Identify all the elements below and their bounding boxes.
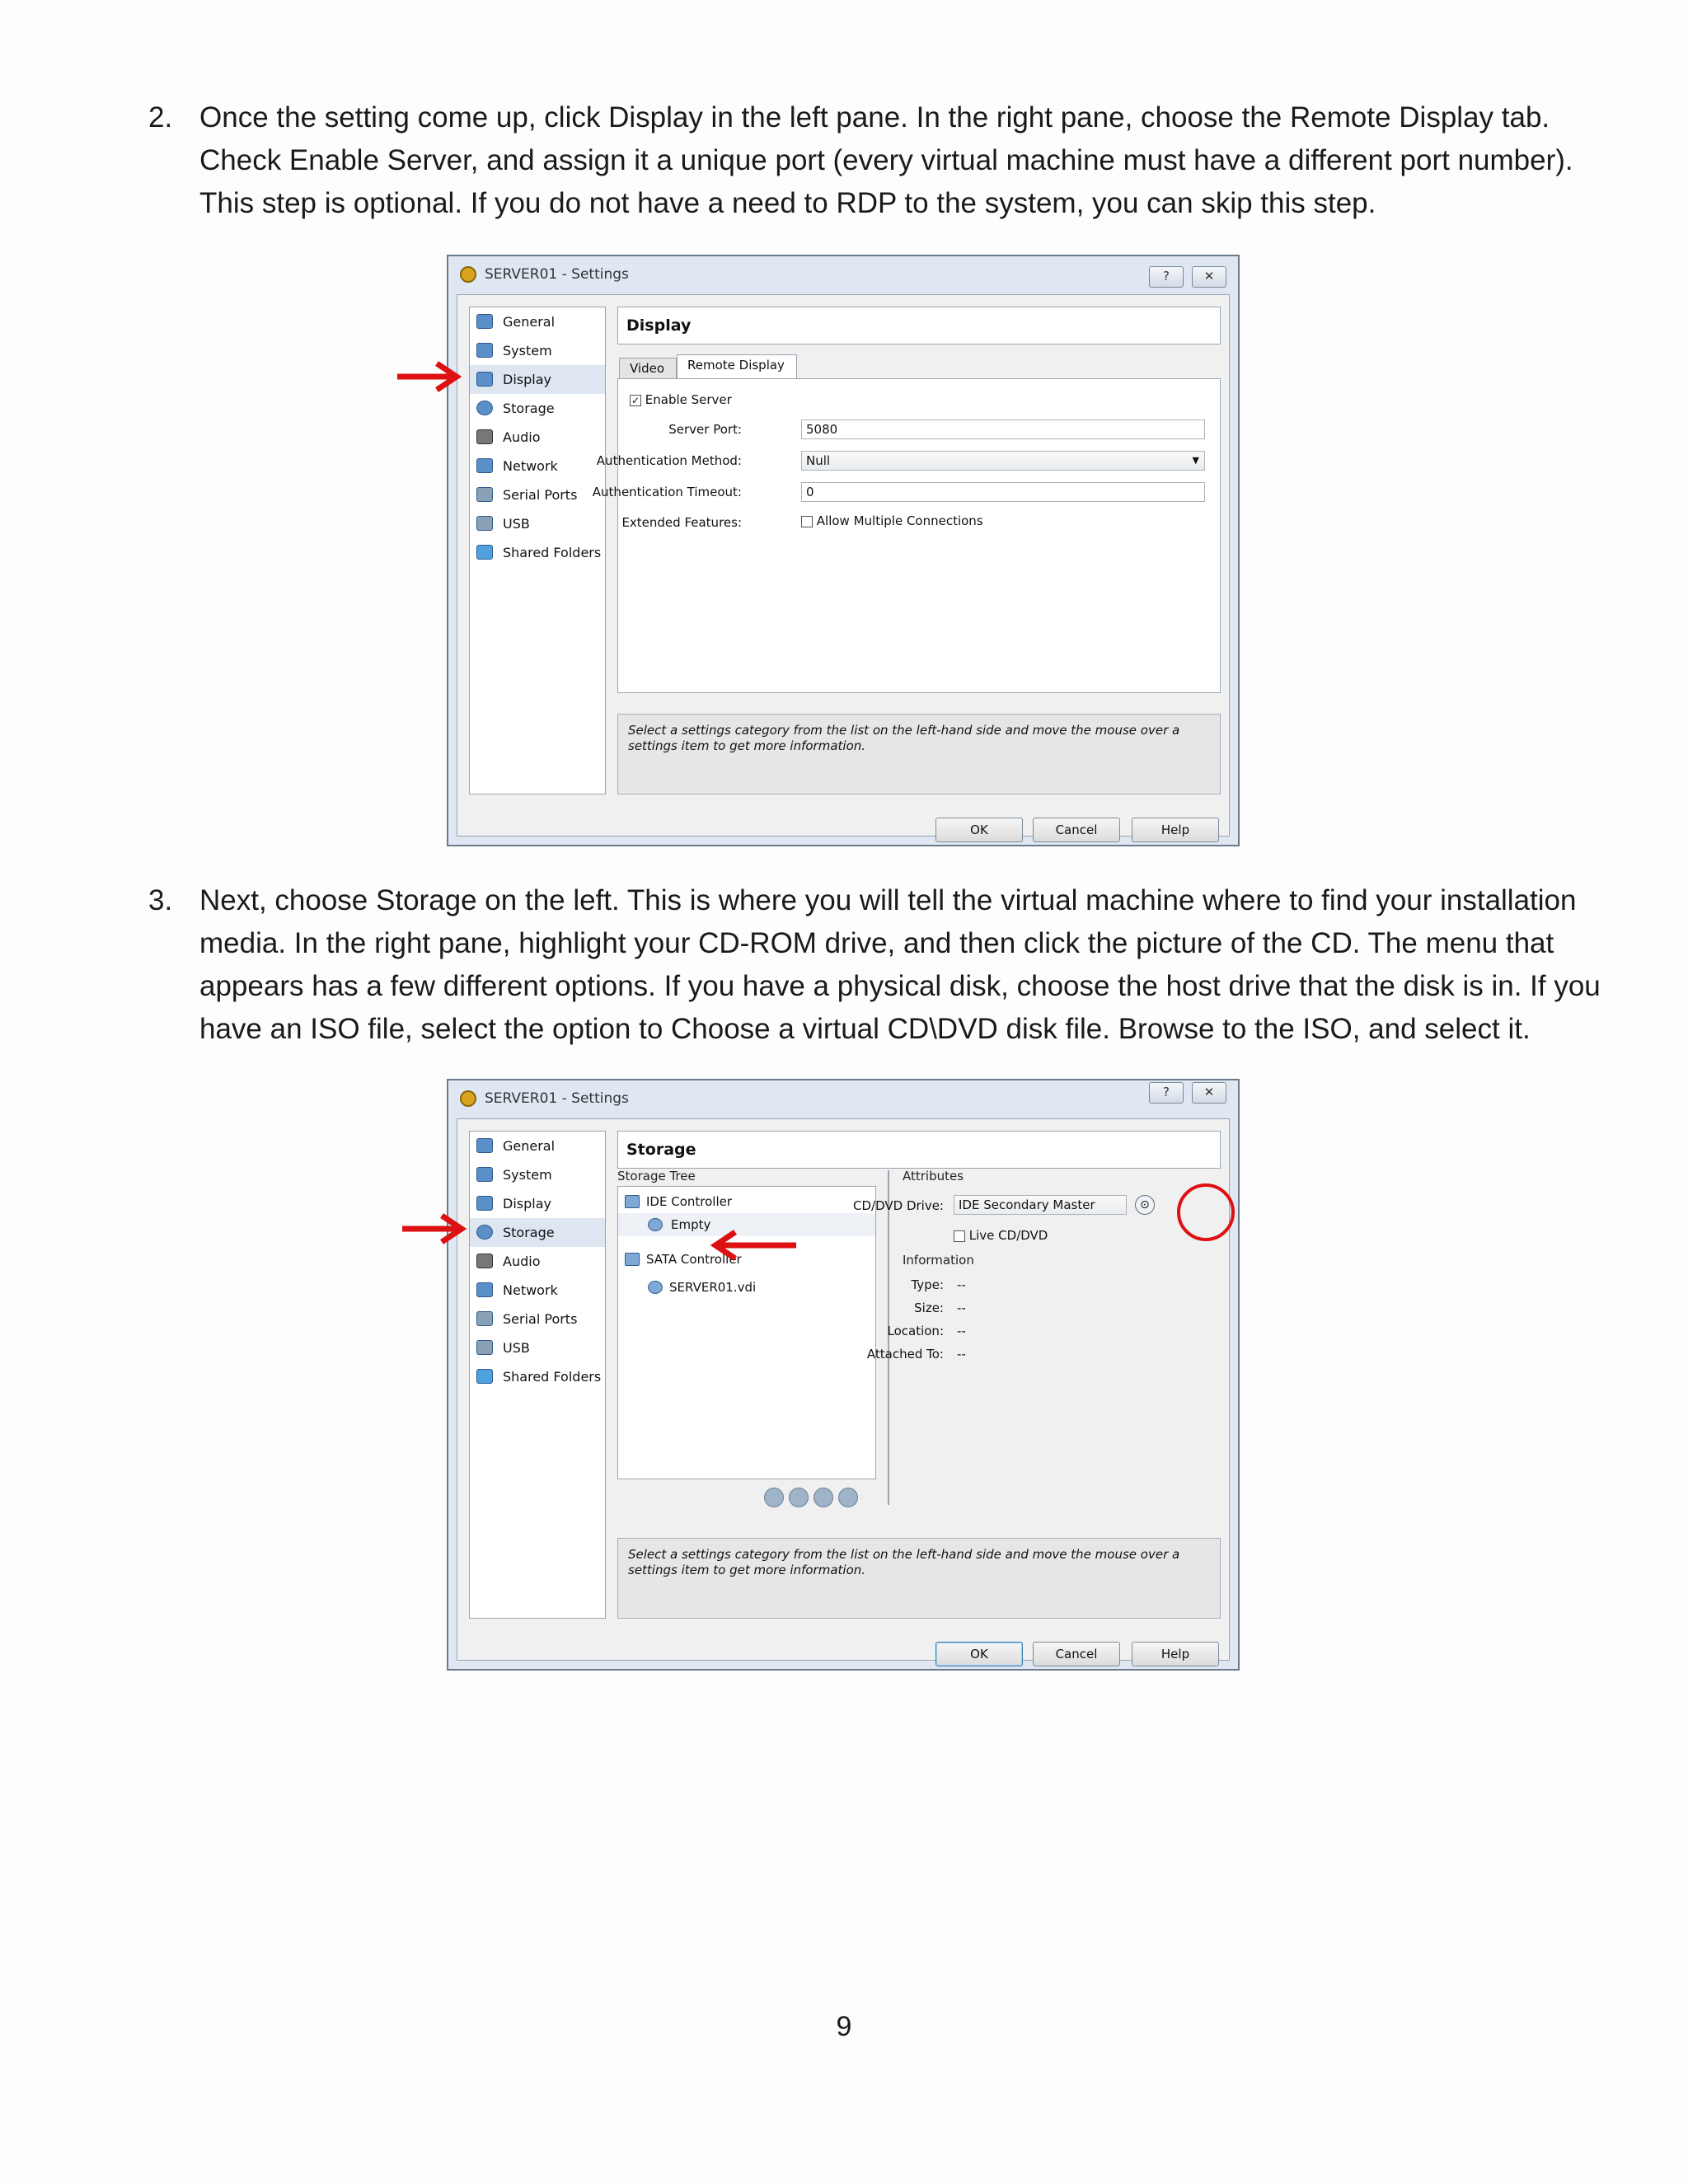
- cancel-button[interactable]: Cancel: [1033, 1642, 1120, 1666]
- nav-label: Network: [503, 1282, 558, 1298]
- nav-label: General: [503, 1138, 556, 1154]
- cd-drive-value: IDE Secondary Master: [959, 1197, 1095, 1212]
- settings-dialog-storage: [447, 1079, 1240, 1671]
- chip-icon: [476, 343, 493, 358]
- sidebar-item-general[interactable]: [470, 1132, 605, 1160]
- controller-icon: [625, 1253, 640, 1266]
- tree-label: Empty: [671, 1217, 711, 1232]
- type-value: --: [957, 1277, 966, 1292]
- nav-label: Display: [503, 1196, 551, 1212]
- location-value: --: [957, 1324, 966, 1338]
- sidebar-item-usb[interactable]: [470, 1333, 605, 1362]
- sidebar-item-shared-folders[interactable]: [470, 1362, 605, 1391]
- page-title: Display: [626, 316, 692, 335]
- size-label: Size:: [914, 1301, 944, 1315]
- choose-disk-cd-icon[interactable]: ⊙: [1135, 1195, 1155, 1215]
- help-title-button[interactable]: ?: [1149, 1082, 1184, 1104]
- sidebar-item-display[interactable]: [470, 365, 605, 394]
- enable-server-checkbox[interactable]: ✓: [631, 394, 640, 406]
- display-icon: [476, 372, 493, 387]
- category-list: [469, 1131, 606, 1619]
- title-bar: [448, 256, 1238, 294]
- speaker-icon: [476, 1254, 493, 1268]
- red-arrow-icon: [707, 1229, 799, 1262]
- dialog-client: [457, 294, 1230, 837]
- controller-icon: [625, 1195, 640, 1208]
- nav-label: System: [503, 343, 552, 359]
- live-cd-row: [954, 1228, 1048, 1243]
- add-attachment-icon[interactable]: [814, 1488, 833, 1507]
- allow-multiple-row: [801, 513, 983, 528]
- remote-display-panel: [592, 378, 1221, 693]
- extended-features-label: Extended Features:: [621, 515, 742, 530]
- usb-icon: [476, 516, 493, 531]
- sidebar-item-serial-ports[interactable]: [470, 1305, 605, 1333]
- attached-to-label: Attached To:: [866, 1347, 944, 1361]
- information-label: Information: [903, 1253, 974, 1268]
- auth-method-label: Authentication Method:: [596, 453, 742, 468]
- step-text: Once the setting come up, click Display in the left pane. In the right pane, choose the Remote Display tab. Check Enable Server, and assign it a unique port (every virtual machine must have a different port number). This step is optional. If you do not have a need to RDP to the system, you can skip this step.: [199, 101, 1573, 219]
- help-title-button[interactable]: ?: [1149, 266, 1184, 288]
- folder-icon: [476, 1369, 493, 1384]
- close-button[interactable]: ✕: [1192, 1082, 1226, 1104]
- storage-tree-label: Storage Tree: [617, 1169, 696, 1183]
- page-number: 9: [836, 2011, 852, 2042]
- window-title: SERVER01 - Settings: [485, 1090, 629, 1107]
- monitor-icon: [476, 314, 493, 329]
- help-button[interactable]: Help: [1132, 818, 1219, 842]
- cancel-button[interactable]: Cancel: [1033, 818, 1120, 842]
- settings-gear-icon: [460, 266, 476, 283]
- sidebar-item-audio[interactable]: [470, 1247, 605, 1276]
- info-text: Select a settings category from the list on the left-hand side and move the mouse over a settings item to get more information.: [628, 723, 1180, 753]
- live-cd-checkbox[interactable]: [954, 1230, 965, 1242]
- nav-label: System: [503, 1167, 552, 1183]
- allow-multiple-label: Allow Multiple Connections: [816, 513, 983, 528]
- display-icon: [476, 1196, 493, 1211]
- sidebar-item-system[interactable]: [470, 336, 605, 365]
- auth-method-value: Null: [806, 453, 831, 468]
- page-title: Storage: [626, 1141, 696, 1159]
- size-value: --: [957, 1301, 966, 1315]
- settings-gear-icon: [460, 1090, 476, 1107]
- nav-label: USB: [503, 516, 530, 532]
- tree-label: IDE Controller: [646, 1194, 733, 1209]
- nav-label: USB: [503, 1340, 530, 1356]
- cd-drive-label: CD/DVD Drive:: [853, 1198, 944, 1213]
- nav-label: Storage: [503, 1225, 555, 1240]
- server-port-input[interactable]: 5080: [801, 419, 1205, 439]
- hard-disk-icon: [648, 1281, 663, 1294]
- tab-video[interactable]: Video: [619, 358, 677, 379]
- step-text: Next, choose Storage on the left. This is where you will tell the virtual machine where to find your installation media. In the right pane, highlight your CD-ROM drive, and then click the picture of the CD. The menu that appears has a few different options. If you have a physical disk, choose the host drive that the disk is in. If you have an ISO file, select the option to Choose a virtual CD\DVD disk file. Browse to the ISO, and select it.: [199, 884, 1601, 1045]
- window-title: SERVER01 - Settings: [485, 266, 629, 283]
- auth-timeout-input[interactable]: 0: [801, 482, 1205, 502]
- nav-label: Audio: [503, 1254, 541, 1269]
- auth-method-select[interactable]: [801, 451, 1205, 471]
- info-box: [617, 714, 1221, 794]
- disk-icon: [476, 1225, 493, 1240]
- folder-icon: [476, 545, 493, 560]
- serial-port-icon: [476, 1311, 493, 1326]
- enable-server-label: Enable Server: [645, 392, 732, 407]
- cd-icon: [648, 1218, 663, 1231]
- nav-label: Serial Ports: [503, 1311, 578, 1327]
- cd-drive-select[interactable]: [954, 1195, 1127, 1215]
- dialog-client: [457, 1118, 1230, 1661]
- nav-label: Display: [503, 372, 551, 387]
- sidebar-item-system[interactable]: [470, 1160, 605, 1189]
- red-arrow-icon: [399, 1212, 468, 1245]
- settings-dialog-display: [447, 255, 1240, 846]
- step-number: 3.: [148, 884, 173, 916]
- ok-button[interactable]: OK: [935, 1642, 1023, 1666]
- sidebar-item-network[interactable]: [470, 1276, 605, 1305]
- nav-label: Serial Ports: [503, 487, 578, 503]
- chevron-down-icon: ▼: [1192, 455, 1199, 466]
- remove-controller-icon[interactable]: [789, 1488, 809, 1507]
- remove-attachment-icon[interactable]: [838, 1488, 858, 1507]
- server-port-label: Server Port:: [668, 422, 742, 437]
- location-label: Location:: [887, 1324, 944, 1338]
- sidebar-item-storage[interactable]: [470, 394, 605, 423]
- live-cd-label: Live CD/DVD: [968, 1228, 1048, 1243]
- sidebar-item-storage[interactable]: [470, 1218, 605, 1247]
- page-header: [617, 1131, 1221, 1169]
- tab-remote-display[interactable]: Remote Display: [677, 354, 797, 380]
- tree-label: SATA Controller: [646, 1252, 742, 1267]
- info-text: Select a settings category from the list on the left-hand side and move the mouse over a settings item to get more information.: [628, 1547, 1180, 1577]
- attached-to-value: --: [957, 1347, 966, 1361]
- red-arrow-icon: [394, 360, 463, 393]
- nav-label: Network: [503, 458, 558, 474]
- category-list: [469, 307, 606, 794]
- nav-label: Storage: [503, 401, 555, 416]
- sidebar-item-shared-folders[interactable]: [470, 538, 605, 567]
- allow-multiple-checkbox[interactable]: [801, 516, 813, 527]
- nav-label: Audio: [503, 429, 541, 445]
- help-button[interactable]: Help: [1132, 1642, 1219, 1666]
- info-box: [617, 1538, 1221, 1619]
- type-label: Type:: [911, 1277, 944, 1292]
- chip-icon: [476, 1167, 493, 1182]
- disk-icon: [476, 401, 493, 415]
- sidebar-item-general[interactable]: [470, 307, 605, 336]
- nav-label: General: [503, 314, 556, 330]
- step-number: 2.: [148, 101, 173, 134]
- enable-server-row: [630, 392, 732, 407]
- auth-timeout-label: Authentication Timeout:: [592, 485, 742, 499]
- ok-button[interactable]: OK: [935, 818, 1023, 842]
- title-bar: [448, 1080, 1238, 1118]
- speaker-icon: [476, 429, 493, 444]
- monitor-icon: [476, 1138, 493, 1153]
- network-icon: [476, 458, 493, 473]
- tree-label: SERVER01.vdi: [669, 1280, 757, 1295]
- sidebar-item-display[interactable]: [470, 1189, 605, 1218]
- nav-label: Shared Folders: [503, 1369, 602, 1385]
- highlight-circle-icon: [1177, 1183, 1235, 1241]
- page-header: [617, 307, 1221, 344]
- close-button[interactable]: ✕: [1192, 266, 1226, 288]
- serial-port-icon: [476, 487, 493, 502]
- add-controller-icon[interactable]: [764, 1488, 784, 1507]
- tree-toolbar: [764, 1488, 863, 1511]
- attributes-label: Attributes: [903, 1169, 964, 1183]
- network-icon: [476, 1282, 493, 1297]
- usb-icon: [476, 1340, 493, 1355]
- nav-label: Shared Folders: [503, 545, 602, 560]
